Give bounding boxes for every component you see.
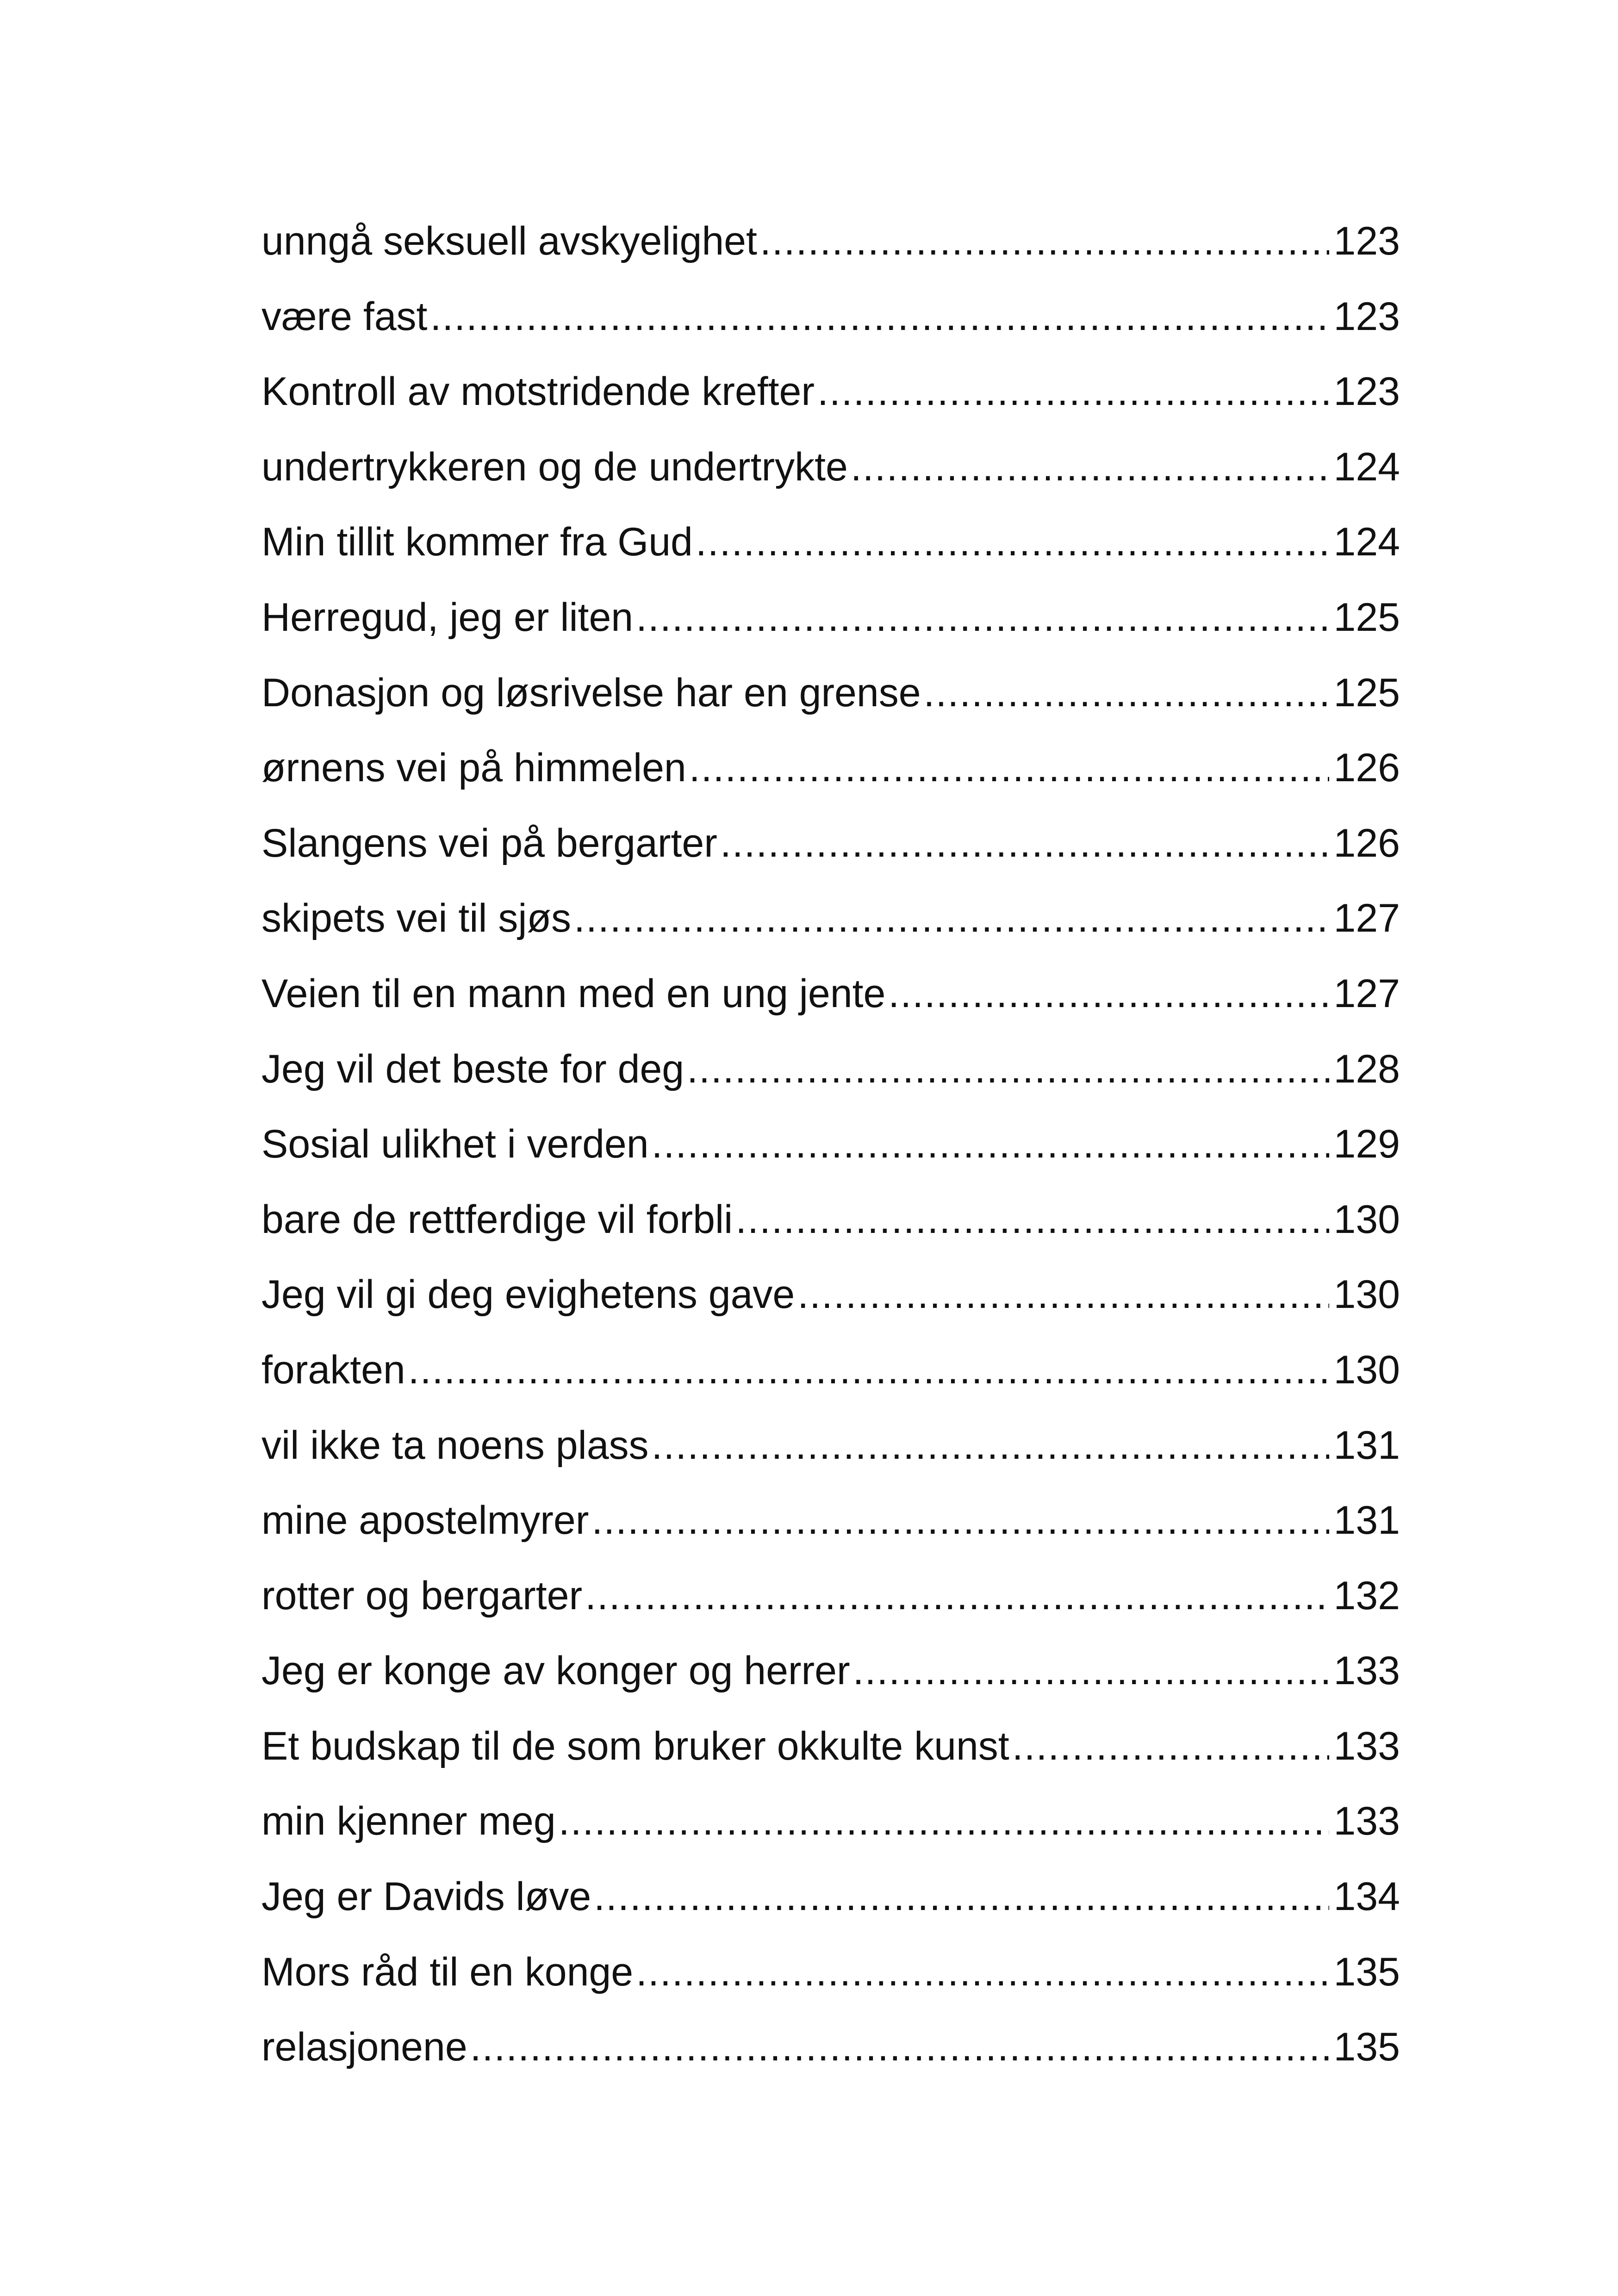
toc-entry-title: min kjenner meg — [261, 1799, 556, 1844]
toc-entry[interactable] — [261, 1935, 1400, 2010]
toc-entry-title: Mors råd til en konge — [261, 1949, 634, 1994]
toc-dot-leader — [760, 204, 1329, 279]
toc-entry[interactable] — [261, 730, 1400, 806]
toc-entry-title: skipets vei til sjøs — [261, 896, 572, 941]
toc-entry-page: 126 — [1333, 821, 1400, 865]
toc-dot-leader — [735, 1182, 1329, 1257]
toc-dot-leader — [817, 354, 1329, 429]
toc-dot-leader — [689, 730, 1329, 806]
toc-entry-title: Veien til en mann med en ung jente — [261, 971, 886, 1016]
toc-entry[interactable] — [261, 1859, 1400, 1935]
toc-entry-page: 132 — [1333, 1573, 1400, 1618]
toc-dot-leader — [636, 1935, 1329, 2010]
toc-entry[interactable] — [261, 1257, 1400, 1332]
toc-dot-leader — [1012, 1709, 1329, 1784]
toc-dot-leader — [696, 504, 1329, 580]
toc-entry-page: 130 — [1333, 1347, 1400, 1392]
toc-entry-title: unngå seksuell avskyelighet — [261, 219, 757, 263]
toc-entry[interactable] — [261, 956, 1400, 1032]
toc-dot-leader — [591, 1483, 1329, 1558]
toc-entry[interactable] — [261, 2010, 1400, 2085]
toc-entry-title: mine apostelmyrer — [261, 1498, 589, 1543]
toc-entry-page: 127 — [1333, 971, 1400, 1016]
toc-entry-title: undertrykkeren og de undertrykte — [261, 444, 848, 489]
toc-entry-title: Jeg er konge av konger og herrer — [261, 1649, 850, 1693]
toc-entry[interactable] — [261, 806, 1400, 881]
toc-entry-page: 124 — [1333, 444, 1400, 489]
toc-entry-title: Sosial ulikhet i verden — [261, 1122, 649, 1167]
toc-entry-page: 125 — [1333, 595, 1400, 640]
toc-dot-leader — [851, 429, 1329, 505]
toc-dot-leader — [924, 655, 1329, 731]
toc-entry-page: 123 — [1333, 219, 1400, 263]
toc-entry-title: Jeg vil det beste for deg — [261, 1046, 685, 1091]
toc-entry-page: 123 — [1333, 369, 1400, 414]
toc-dot-leader — [652, 1107, 1329, 1182]
toc-entry-page: 125 — [1333, 670, 1400, 715]
toc-dot-leader — [853, 1633, 1329, 1709]
toc-entry-title: forakten — [261, 1347, 405, 1392]
toc-dot-leader — [797, 1257, 1329, 1332]
toc-entry-title: Min tillit kommer fra Gud — [261, 520, 693, 565]
toc-entry[interactable] — [261, 1107, 1400, 1182]
toc-entry-title: Herregud, jeg er liten — [261, 595, 634, 640]
toc-dot-leader — [687, 1032, 1329, 1107]
toc-entry[interactable] — [261, 580, 1400, 655]
toc-dot-leader — [430, 279, 1329, 355]
toc-entry[interactable] — [261, 1558, 1400, 1634]
toc-entry[interactable] — [261, 1633, 1400, 1709]
toc-dot-leader — [408, 1332, 1329, 1408]
toc-dot-leader — [636, 580, 1329, 655]
toc-entry-title: bare de rettferdige vil forbli — [261, 1197, 733, 1242]
toc-entry-page: 131 — [1333, 1498, 1400, 1543]
toc-entry-title: Kontroll av motstridende krefter — [261, 369, 815, 414]
toc-entry-page: 130 — [1333, 1197, 1400, 1242]
toc-entry[interactable] — [261, 1408, 1400, 1483]
toc-entry-page: 135 — [1333, 1949, 1400, 1994]
toc-dot-leader — [559, 1784, 1329, 1859]
toc-dot-leader — [574, 881, 1329, 956]
toc-entry[interactable] — [261, 1332, 1400, 1408]
toc-dot-leader — [594, 1859, 1329, 1935]
toc-entry-title: relasjonene — [261, 2025, 467, 2070]
toc-entry-page: 126 — [1333, 746, 1400, 790]
toc-entry[interactable] — [261, 1483, 1400, 1558]
toc-entry-title: være fast — [261, 294, 428, 339]
toc-entry-page: 124 — [1333, 520, 1400, 565]
toc-entry-page: 130 — [1333, 1272, 1400, 1317]
toc-entry[interactable] — [261, 204, 1400, 279]
toc-dot-leader — [720, 806, 1329, 881]
toc-entry-title: Jeg er Davids løve — [261, 1874, 591, 1919]
toc-entry[interactable] — [261, 354, 1400, 429]
toc-dot-leader — [652, 1408, 1329, 1483]
toc-entry[interactable] — [261, 655, 1400, 731]
table-of-contents — [261, 204, 1400, 2085]
toc-entry-title: Slangens vei på bergarter — [261, 821, 717, 865]
toc-dot-leader — [470, 2010, 1329, 2085]
toc-entry-title: Donasjon og løsrivelse har en grense — [261, 670, 921, 715]
toc-entry-title: vil ikke ta noens plass — [261, 1423, 649, 1468]
toc-dot-leader — [585, 1558, 1329, 1634]
toc-entry[interactable] — [261, 429, 1400, 505]
toc-entry[interactable] — [261, 1032, 1400, 1107]
toc-entry[interactable] — [261, 1709, 1400, 1784]
toc-entry-page: 123 — [1333, 294, 1400, 339]
toc-entry-page: 133 — [1333, 1724, 1400, 1768]
toc-entry-title: ørnens vei på himmelen — [261, 746, 686, 790]
toc-dot-leader — [888, 956, 1329, 1032]
toc-entry[interactable] — [261, 881, 1400, 956]
toc-entry-page: 134 — [1333, 1874, 1400, 1919]
toc-entry-page: 133 — [1333, 1799, 1400, 1844]
toc-entry[interactable] — [261, 1182, 1400, 1257]
toc-entry-page: 129 — [1333, 1122, 1400, 1167]
toc-entry-page: 127 — [1333, 896, 1400, 941]
toc-entry[interactable] — [261, 279, 1400, 355]
toc-entry-page: 131 — [1333, 1423, 1400, 1468]
toc-entry[interactable] — [261, 1784, 1400, 1859]
toc-entry-page: 128 — [1333, 1046, 1400, 1091]
toc-entry-title: rotter og bergarter — [261, 1573, 583, 1618]
toc-entry-page: 133 — [1333, 1649, 1400, 1693]
toc-entry-title: Et budskap til de som bruker okkulte kunst — [261, 1724, 1009, 1768]
toc-entry-title: Jeg vil gi deg evighetens gave — [261, 1272, 795, 1317]
toc-entry-page: 135 — [1333, 2025, 1400, 2070]
toc-entry[interactable] — [261, 504, 1400, 580]
